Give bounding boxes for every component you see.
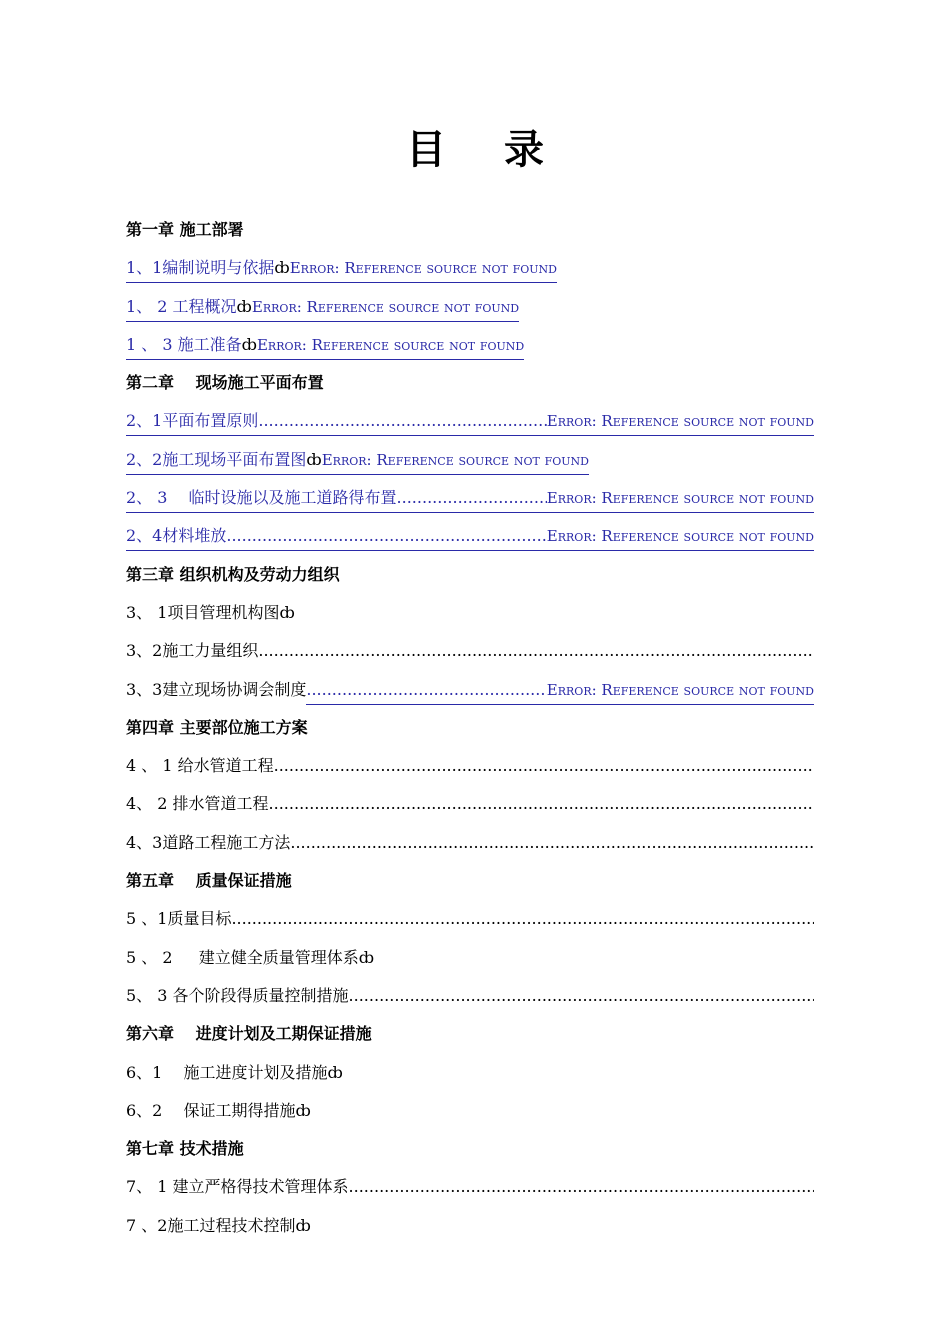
toc-chapter-heading xyxy=(126,867,814,905)
toc-entry[interactable] xyxy=(126,446,814,484)
toc-entry-title: 5 、 2 建立健全质量管理体系 xyxy=(126,947,359,967)
toc-entry-title: 6、2 保证工期得措施 xyxy=(126,1100,296,1120)
toc-chapter-heading xyxy=(126,216,814,254)
toc-entry-title[interactable]: 2、1平面布置原则 xyxy=(126,411,259,431)
toc-entry-title: 6、1 施工进度计划及措施 xyxy=(126,1062,328,1082)
dot-leader xyxy=(349,982,814,1010)
toc-chapter-heading xyxy=(126,561,814,599)
tab-mark: ȸ xyxy=(241,334,257,354)
dot-leader xyxy=(349,1173,814,1201)
chapter-title: 第一章 施工部署 xyxy=(126,220,244,239)
table-of-contents xyxy=(126,216,814,1250)
dot-leader xyxy=(258,407,546,435)
toc-entry-title: 4 、 1 给水管道工程 xyxy=(126,756,274,776)
dot-leader xyxy=(290,829,814,857)
tab-mark: ȸ xyxy=(279,602,295,622)
tab-mark: ȸ xyxy=(274,258,290,278)
dot-leader xyxy=(397,484,547,512)
toc-entry xyxy=(126,982,814,1020)
toc-entry-title[interactable]: 2、 3 临时设施以及施工道路得布置 xyxy=(126,488,397,508)
tab-mark: ȸ xyxy=(327,1062,343,1082)
page-reference-error[interactable]: Error: Reference source not found xyxy=(289,259,557,278)
toc-entry[interactable] xyxy=(126,676,814,714)
page-reference-error[interactable]: Error: Reference source not found xyxy=(546,412,814,431)
toc-entry xyxy=(126,752,814,790)
toc-entry-title[interactable]: 2、2施工现场平面布置图 xyxy=(126,449,307,469)
toc-chapter-heading xyxy=(126,1135,814,1173)
toc-chapter-heading xyxy=(126,714,814,752)
toc-entry xyxy=(126,1173,814,1211)
dot-leader xyxy=(306,676,546,705)
toc-entry-title[interactable]: 1、 2 工程概况 xyxy=(126,296,237,316)
chapter-title: 第四章 主要部位施工方案 xyxy=(126,717,308,737)
dot-leader xyxy=(258,637,814,665)
toc-entry xyxy=(126,790,814,828)
toc-entry-title[interactable]: 1 、 3 施工准备 xyxy=(126,334,242,354)
dot-leader xyxy=(274,752,814,780)
page-reference-error[interactable]: Error: Reference source not found xyxy=(547,676,814,705)
toc-entry[interactable] xyxy=(126,293,814,331)
toc-entry-title: 7 、2施工过程技术控制 xyxy=(126,1215,296,1235)
toc-entry[interactable] xyxy=(126,484,814,522)
tab-mark: ȸ xyxy=(306,449,322,469)
toc-entry xyxy=(126,1059,814,1097)
dot-leader xyxy=(269,790,814,818)
toc-entry-title: 5 、1质量目标 xyxy=(126,909,232,929)
toc-entry xyxy=(126,637,814,675)
page-reference-error[interactable]: Error: Reference source not found xyxy=(321,450,589,469)
chapter-title: 第三章 组织机构及劳动力组织 xyxy=(126,564,340,584)
toc-entry-title: 5、 3 各个阶段得质量控制措施 xyxy=(126,985,349,1005)
toc-entry-title: 7、 1 建立严格得技术管理体系 xyxy=(126,1177,349,1197)
chapter-title: 第七章 技术措施 xyxy=(126,1139,244,1159)
toc-entry-title: 3、2施工力量组织 xyxy=(126,641,259,661)
toc-entry xyxy=(126,944,814,982)
tab-mark: ȸ xyxy=(295,1100,311,1120)
toc-entry-title: 3、3建立现场协调会制度 xyxy=(126,679,307,699)
toc-entry-title: 4、3道路工程施工方法 xyxy=(126,832,291,852)
toc-entry-title: 4、 2 排水管道工程 xyxy=(126,794,269,814)
dot-leader xyxy=(231,905,814,933)
toc-entry-title: 3、 1项目管理机构图 xyxy=(126,602,280,622)
toc-entry[interactable] xyxy=(126,407,814,445)
toc-entry[interactable] xyxy=(126,522,814,560)
toc-entry[interactable] xyxy=(126,331,814,369)
toc-chapter-heading xyxy=(126,369,814,407)
toc-chapter-heading xyxy=(126,1020,814,1058)
toc-entry xyxy=(126,1212,814,1250)
page-reference-error[interactable]: Error: Reference source not found xyxy=(546,489,814,508)
toc-entry xyxy=(126,1097,814,1135)
toc-entry-title[interactable]: 1、1编制说明与依据 xyxy=(126,258,275,278)
toc-entry-title[interactable]: 2、4材料堆放 xyxy=(126,526,227,546)
page-title: 目 录 xyxy=(406,126,566,173)
toc-entry xyxy=(126,829,814,867)
tab-mark: ȸ xyxy=(295,1215,311,1235)
dot-leader xyxy=(226,522,546,550)
page-reference-error[interactable]: Error: Reference source not found xyxy=(256,335,525,354)
tab-mark: ȸ xyxy=(358,947,375,967)
chapter-title: 第二章 现场施工平面布置 xyxy=(126,373,324,393)
chapter-title: 第五章 质量保证措施 xyxy=(126,871,292,891)
toc-entry xyxy=(126,905,814,943)
page-reference-error[interactable]: Error: Reference source not found xyxy=(251,297,520,316)
page-reference-error[interactable]: Error: Reference source not found xyxy=(546,527,814,546)
toc-entry[interactable] xyxy=(126,254,814,292)
tab-mark: ȸ xyxy=(236,296,252,316)
toc-entry xyxy=(126,599,814,637)
chapter-title: 第六章 进度计划及工期保证措施 xyxy=(126,1024,372,1044)
